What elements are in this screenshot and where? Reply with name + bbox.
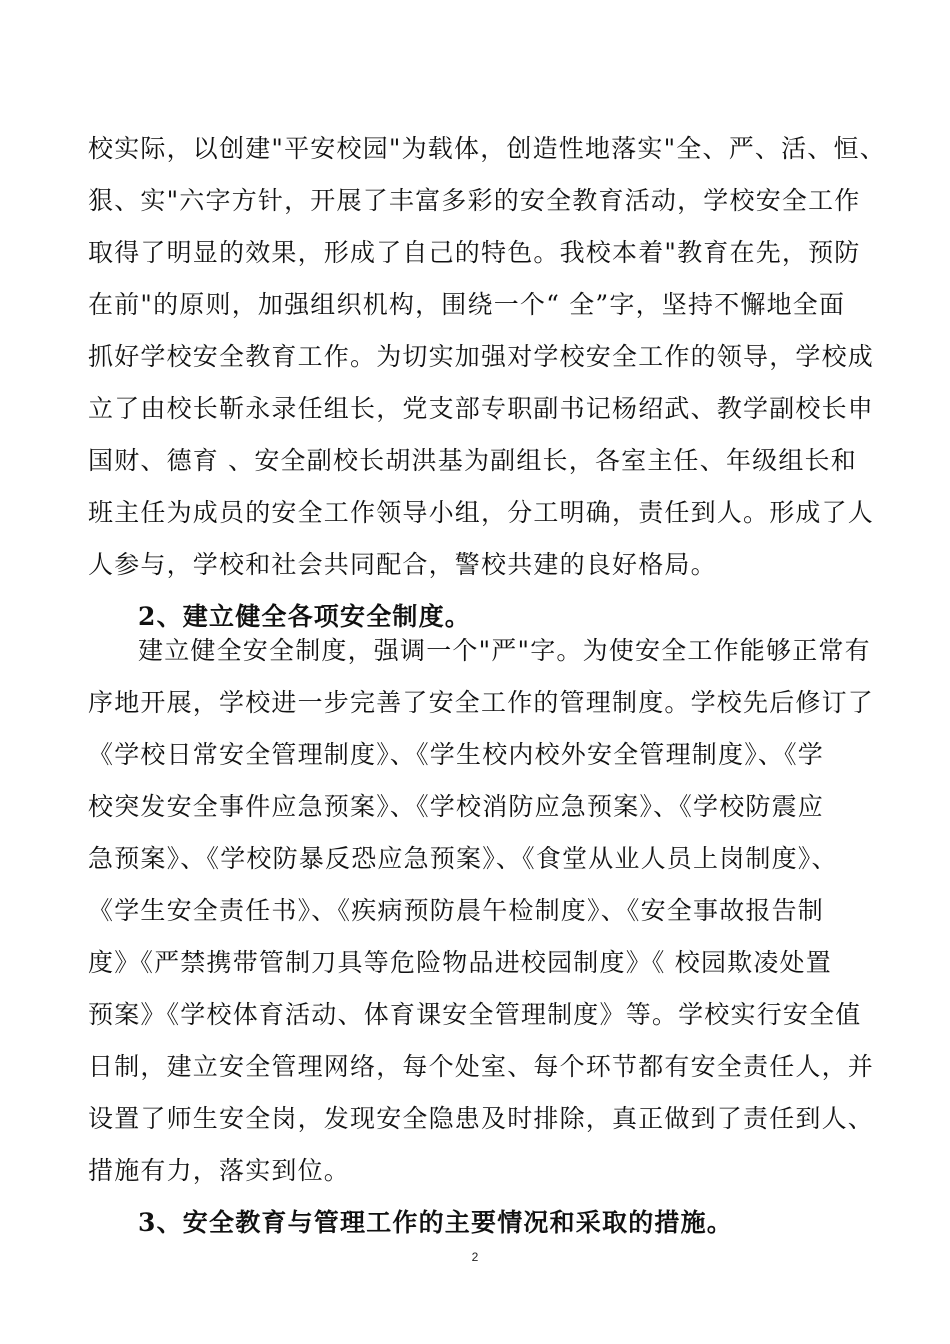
paragraph-line: 设置了师生安全岗，发现安全隐患及时排除，真正做到了责任到人、 <box>88 1104 875 1133</box>
paragraph-line: 序地开展，学校进一步完善了安全工作的管理制度。学校先后修订了 <box>88 688 875 717</box>
paragraph-line: 日制，建立安全管理网络，每个处室、每个环节都有安全责任人，并 <box>88 1052 875 1081</box>
paragraph-line: 急预案》、《学校防暴反恐应急预案》、《食堂从业人员上岗制度》、 <box>88 844 838 873</box>
section-heading: 2、建立健全各项安全制度。 <box>138 602 471 631</box>
paragraph-line: 校突发安全事件应急预案》、《学校消防应急预案》、《学校防震应 <box>88 792 825 821</box>
paragraph-line: 立了由校长靳永录任组长，党支部专职副书记杨绍武、教学副校长申 <box>88 394 875 423</box>
paragraph-line: 预案》《学校体育活动、体育课安全管理制度》等。学校实行安全值 <box>88 1000 862 1029</box>
paragraph-line: 《学生安全责任书》、《疾病预防晨午检制度》、《安全事故报告制 <box>88 896 825 925</box>
paragraph-line: 抓好学校安全教育工作。为切实加强对学校安全工作的领导，学校成 <box>88 342 875 371</box>
paragraph-line: 人参与，学校和社会共同配合，警校共建的良好格局。 <box>88 550 717 579</box>
section-heading: 3、安全教育与管理工作的主要情况和采取的措施。 <box>138 1208 733 1237</box>
paragraph-line: 校实际，以创建"平安校园"为载体，创造性地落实"全、严、活、恒、 <box>88 134 886 163</box>
paragraph-line: 在前"的原则，加强组织机构，围绕一个“ 全”字，坚持不懈地全面 <box>88 290 846 319</box>
paragraph-line: 建立健全安全制度，强调一个"严"字。为使安全工作能够正常有 <box>138 636 871 665</box>
paragraph-line: 狠、实"六字方针，开展了丰富多彩的安全教育活动，学校安全工作 <box>88 186 861 215</box>
paragraph-line: 度》《严禁携带管制刀具等危险物品进校园制度》《 校园欺凌处置 <box>88 948 832 977</box>
paragraph-line: 取得了明显的效果，形成了自己的特色。我校本着"教育在先，预防 <box>88 238 861 267</box>
paragraph-line: 《学校日常安全管理制度》、《学生校内校外安全管理制度》、《学 <box>88 740 825 769</box>
paragraph-line: 国财、德育 、安全副校长胡洪基为副组长，各室主任、年级组长和 <box>88 446 857 475</box>
paragraph-line: 班主任为成员的安全工作领导小组，分工明确，责任到人。形成了人 <box>88 498 875 527</box>
paragraph-line: 措施有力，落实到位。 <box>88 1156 351 1185</box>
page-number: 2 <box>471 1250 479 1264</box>
